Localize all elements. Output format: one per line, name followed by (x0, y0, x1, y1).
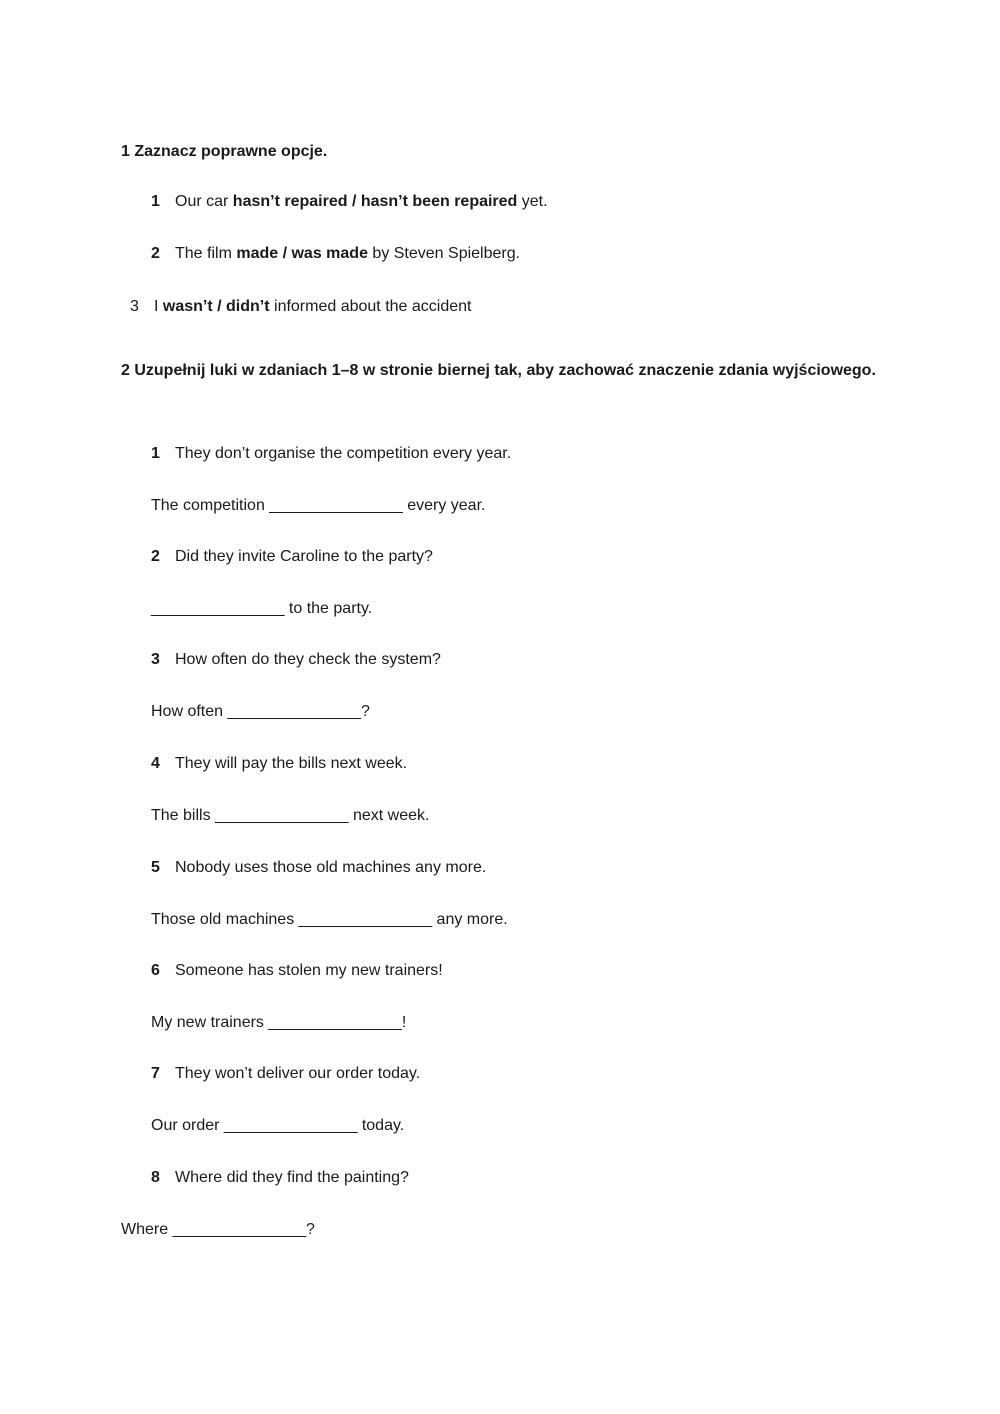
section1-heading: 1 Zaznacz poprawne opcje. (121, 143, 328, 160)
s2-item-2-text: Did they invite Caroline to the party? (175, 548, 433, 565)
s2-item-2-sentence (151, 547, 433, 567)
s2-item-1-sentence (151, 444, 511, 464)
s1-item-1-options[interactable]: hasn’t repaired / hasn’t been repaired (232, 193, 518, 210)
s2-item-7-sentence (151, 1064, 420, 1084)
s1-item-1-number: 1 (151, 193, 160, 210)
s1-item-2-number: 2 (151, 245, 160, 262)
s1-item-2-post: by Steven Spielberg. (367, 245, 521, 262)
s1-item-3 (130, 297, 471, 317)
s1-item-1-pre: Our car (175, 193, 233, 210)
s2-item-6-text: Someone has stolen my new trainers! (175, 962, 443, 979)
s2-item-3-text: How often do they check the system? (175, 651, 441, 668)
s2-item-4-text: They will pay the bills next week. (175, 755, 408, 772)
section2-heading: 2 Uzupełnij luki w zdaniach 1–8 w stronie biernej tak, aby zachować znaczenie zdania wyjściowego. (121, 362, 876, 379)
s2-item-6-sentence (151, 961, 443, 981)
s2-item-4-number: 4 (151, 755, 160, 772)
s1-item-3-pre: I (154, 298, 163, 315)
s1-item-3-number: 3 (130, 298, 139, 315)
s2-item-5-sentence (151, 858, 486, 878)
s2-item-5-answer[interactable]: Those old machines _______________ any more. (151, 911, 508, 928)
s2-item-8-text: Where did they find the painting? (175, 1169, 409, 1186)
s1-item-1 (151, 192, 548, 212)
s2-item-7-answer[interactable]: Our order _______________ today. (151, 1117, 405, 1134)
s1-item-1-post: yet. (517, 193, 548, 210)
s2-item-8-sentence (151, 1168, 409, 1188)
s1-item-3-post: informed about the accident (269, 298, 472, 315)
s2-item-3-number: 3 (151, 651, 160, 668)
s2-item-3-answer[interactable]: How often _______________? (151, 703, 370, 720)
s2-item-6-number: 6 (151, 962, 160, 979)
s2-item-5-number: 5 (151, 859, 160, 876)
s2-item-1-number: 1 (151, 445, 160, 462)
s2-item-2-answer[interactable]: _______________ to the party. (151, 600, 373, 617)
s2-item-3-sentence (151, 650, 441, 670)
s2-item-7-text: They won’t deliver our order today. (175, 1065, 421, 1082)
s2-item-1-answer[interactable]: The competition _______________ every year. (151, 497, 486, 514)
s1-item-3-options[interactable]: wasn’t / didn’t (162, 298, 270, 315)
s2-item-6-answer[interactable]: My new trainers _______________! (151, 1014, 407, 1031)
s1-item-2 (151, 244, 520, 264)
s2-item-4-answer[interactable]: The bills _______________ next week. (151, 807, 430, 824)
s2-item-8-answer[interactable]: Where _______________? (121, 1221, 315, 1238)
s2-item-1-text: They don’t organise the competition every year. (175, 445, 512, 462)
s1-item-2-options[interactable]: made / was made (236, 245, 368, 262)
s2-item-7-number: 7 (151, 1065, 160, 1082)
s2-item-2-number: 2 (151, 548, 160, 565)
s2-item-8-number: 8 (151, 1169, 160, 1186)
s1-item-2-pre: The film (175, 245, 237, 262)
s2-item-4-sentence (151, 754, 407, 774)
s2-item-5-text: Nobody uses those old machines any more. (175, 859, 487, 876)
